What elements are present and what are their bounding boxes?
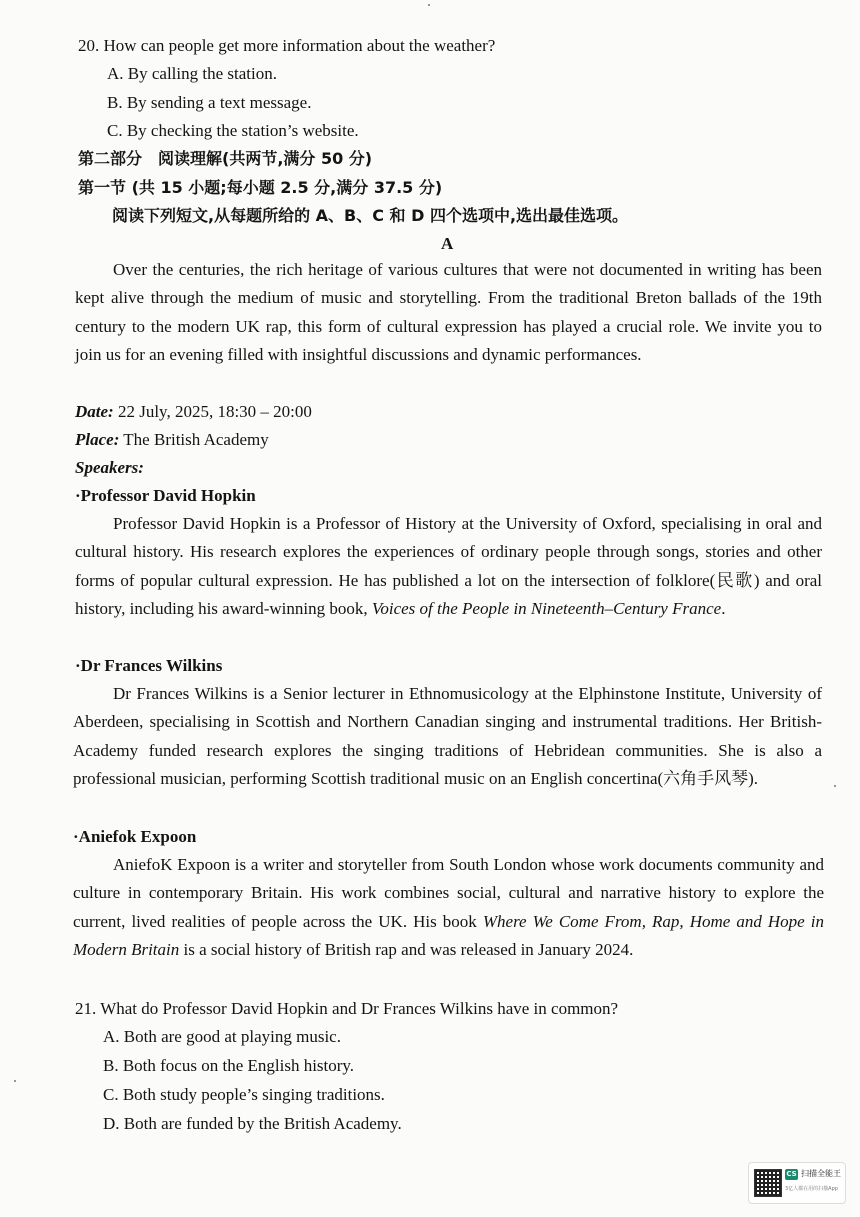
speakers-label: Speakers: xyxy=(75,458,144,477)
speaker-bio-wilkins xyxy=(73,680,822,793)
date-label: Date: xyxy=(75,402,114,421)
book-title: Where We Come From, Rap, Home and Hope in Modern Britain xyxy=(73,911,824,959)
bio-text: AniefoK Expoon is a writer and storyteller from South London whose work documents community and culture in contemporary Britain. His work combines social, cultural and narrative history to explore the current, lived realities of people across the UK. His book xyxy=(73,855,824,931)
scanner-app-name: 扫描全能王 xyxy=(801,1169,841,1178)
bio-end: is a social history of British rap and was released in January 2024. xyxy=(179,939,634,959)
q20-option-c: C. By checking the station’s website. xyxy=(107,121,359,140)
speaker-bio-expoon xyxy=(73,851,824,964)
bio-text: Dr Frances Wilkins is a Senior lecturer in Ethnomusicology at the Elphinstone Institute, University of Aberdeen, specialising in Scottish and Northern Canadian singing and instrumental traditions. Her British-Academy funded research explores the singing traditions of Hebridean communities. She is also a professional musician, performing Scottish traditional music on an English concertina(六角手风琴). xyxy=(73,684,822,788)
q20-option-b: B. By sending a text message. xyxy=(107,93,312,112)
scanner-watermark xyxy=(748,1162,846,1204)
bio-end: . xyxy=(721,598,726,618)
event-place xyxy=(75,430,269,450)
speaker-name-hopkin: ·Professor David Hopkin xyxy=(75,486,256,505)
speaker-bio-hopkin xyxy=(75,510,822,623)
q21-option-a: A. Both are good at playing music. xyxy=(103,1027,341,1046)
q21-stem: 21. What do Professor David Hopkin and Dr Frances Wilkins have in common? xyxy=(75,999,619,1018)
section1-heading: 第一节 (共 15 小题;每小题 2.5 分,满分 37.5 分) xyxy=(78,178,443,197)
passage-letter: A xyxy=(441,234,454,253)
q21-option-d: D. Both are funded by the British Academy. xyxy=(103,1114,402,1133)
bio-text: Professor David Hopkin is a Professor of History at the University of Oxford, specialising in oral and cultural history. His research explores the experiences of ordinary people through songs, stories and other forms of popular cultural expression. He has published a lot on the intersection of folklore(民歌) and oral history, including his award-winning book, xyxy=(75,514,822,618)
place-label: Place: xyxy=(75,430,120,449)
date-value: 22 July, 2025, 18:30 – 20:00 xyxy=(113,402,312,421)
scanner-tagline: 3亿人都在用的扫描App xyxy=(785,1186,838,1192)
passage-intro: Over the centuries, the rich heritage of various cultures that were not documented in writing has been kept alive through the medium of music and storytelling. From the traditional Breton ballads of the 19th century to the modern UK rap, this form of cultural expression has played a crucial role. We invite you to join us for an evening filled with insightful discussions and dynamic performances. xyxy=(75,260,822,364)
scan-speck xyxy=(14,1080,16,1082)
place-value: The British Academy xyxy=(119,430,269,449)
speaker-name-expoon: ·Aniefok Expoon xyxy=(73,827,197,846)
book-title: Voices of the People in Nineteenth–Century France xyxy=(371,598,722,618)
reading-instruction: 阅读下列短文,从每题所给的 A、B、C 和 D 四个选项中,选出最佳选项。 xyxy=(112,206,629,225)
q21-option-c: C. Both study people’s singing traditions. xyxy=(103,1085,385,1104)
q20-stem: 20. How can people get more information about the weather? xyxy=(78,36,496,55)
scan-speck xyxy=(834,785,836,787)
scan-speck xyxy=(428,4,430,6)
camscanner-logo-icon: CS xyxy=(786,1170,797,1178)
q20-option-a: A. By calling the station. xyxy=(107,64,277,83)
part2-heading: 第二部分 阅读理解(共两节,满分 50 分) xyxy=(78,149,373,168)
event-date xyxy=(75,402,312,422)
qr-code-icon xyxy=(754,1169,782,1197)
q21-option-b: B. Both focus on the English history. xyxy=(103,1056,355,1075)
speaker-name-wilkins: ·Dr Frances Wilkins xyxy=(75,656,223,675)
